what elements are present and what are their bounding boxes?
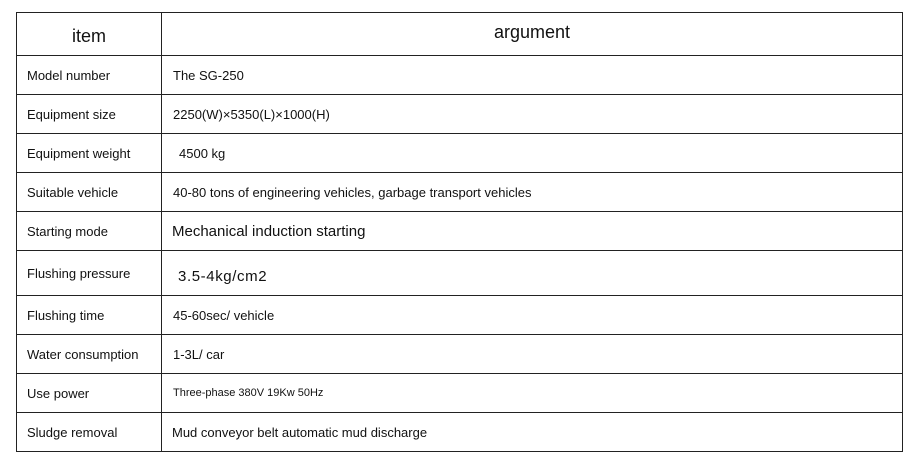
table-row: [17, 173, 903, 212]
row-argument-value: 1-3L/ car: [162, 335, 903, 374]
row-argument-value: Mud conveyor belt automatic mud discharge: [162, 413, 903, 452]
row-item-label: Suitable vehicle: [17, 173, 162, 212]
header-argument: argument: [162, 13, 903, 56]
table-row: [17, 335, 903, 374]
row-argument-value: 2250(W)×5350(L)×1000(H): [162, 95, 903, 134]
spec-table: [16, 12, 903, 452]
header-item: item: [17, 13, 162, 56]
table-row: [17, 251, 903, 296]
row-item-label: Flushing time: [17, 296, 162, 335]
row-item-label: Sludge removal: [17, 413, 162, 452]
row-item-label: Water consumption: [17, 335, 162, 374]
table-row: [17, 56, 903, 95]
table-row: [17, 374, 903, 413]
row-argument-value: 40-80 tons of engineering vehicles, garbage transport vehicles: [162, 173, 903, 212]
row-argument-value: Mechanical induction starting: [162, 212, 903, 251]
row-argument-value: 4500 kg: [162, 134, 903, 173]
row-item-label: Equipment size: [17, 95, 162, 134]
table-row: [17, 95, 903, 134]
table-row: [17, 413, 903, 452]
row-item-label: Model number: [17, 56, 162, 95]
row-argument-value: 3.5-4kg/cm2: [162, 251, 903, 296]
row-item-label: Starting mode: [17, 212, 162, 251]
table-row: [17, 212, 903, 251]
row-item-label: Flushing pressure: [17, 251, 162, 296]
row-item-label: Equipment weight: [17, 134, 162, 173]
table-header-row: [17, 13, 903, 56]
row-argument-value: 45-60sec/ vehicle: [162, 296, 903, 335]
row-argument-value: The SG-250: [162, 56, 903, 95]
table-row: [17, 296, 903, 335]
table-row: [17, 134, 903, 173]
row-argument-value: Three-phase 380V 19Kw 50Hz: [162, 374, 903, 413]
row-item-label: Use power: [17, 374, 162, 413]
